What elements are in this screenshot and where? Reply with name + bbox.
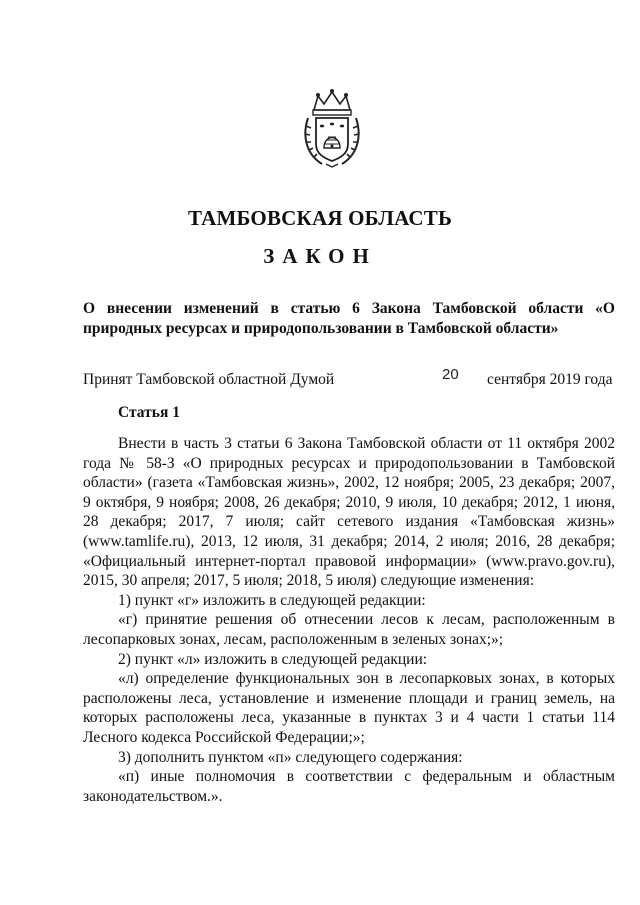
article-paragraph: «л) определение функциональных зон в лесопарковых зонах, в которых расположены леса, установление и изменение площади и границ земель, на которых расположены леса, указанные в пунктах 3 и 4 части 1 статьи 114 Лесного кодекса Российской Федерации;»; [83, 670, 615, 746]
article-paragraph: 1) пункт «г» изложить в следующей редакции: [118, 591, 426, 609]
article-paragraph: «г) принятие решения об отнесении лесов к лесам, расположенным в лесопарковых зонах, лесам, расположенным в зеленых зонах;»; [83, 611, 615, 648]
coat-of-arms-icon [300, 88, 364, 168]
article-body [83, 434, 615, 806]
article-paragraph: Внести в часть 3 статьи 6 Закона Тамбовской области от 11 октября 2002 года № 58-З «О природных ресурсах и природопользовании в Тамбовской области» (газета «Тамбовская жизнь», 2002, 12 ноября; 2005, 23 декабря; 2007, 9 октября, 9 ноября; 2008, 26 декабря; 2010, 9 июля, 10 декабря; 2012, 1 июня, 28 декабря; 2017, 7 июля; сайт сетевого издания «Тамбовская жизнь» (www.tamlife.ru), 2013, 12 июля, 31 декабря; 2014, 2 июля; 2016, 28 декабря; «Официальный интернет-портал правовой информации» (www.pravo.gov.ru), 2015, 30 апреля; 2017, 5 июля; 2018, 5 июля) следующие изменения: [83, 435, 615, 590]
adoption-day: 20 [442, 366, 459, 383]
article-paragraph: 2) пункт «л» изложить в следующей редакции: [118, 650, 428, 668]
document-type-title: ЗАКОН [263, 244, 377, 268]
law-subject: О внесении изменений в статью 6 Закона Тамбовской области «О природных ресурсах и природопользовании в Тамбовской области» [83, 300, 615, 337]
adoption-date: сентября 2019 года [487, 371, 613, 388]
article-title: Статья 1 [118, 404, 180, 421]
article-paragraph: 3) дополнить пунктом «п» следующего содержания: [118, 748, 463, 766]
adopted-by: Принят Тамбовской областной Думой [83, 371, 335, 388]
article-paragraph: «п) иные полномочия в соответствии с федеральным и областным законодательством.». [83, 768, 615, 805]
region-title: ТАМБОВСКАЯ ОБЛАСТЬ [187, 206, 453, 230]
